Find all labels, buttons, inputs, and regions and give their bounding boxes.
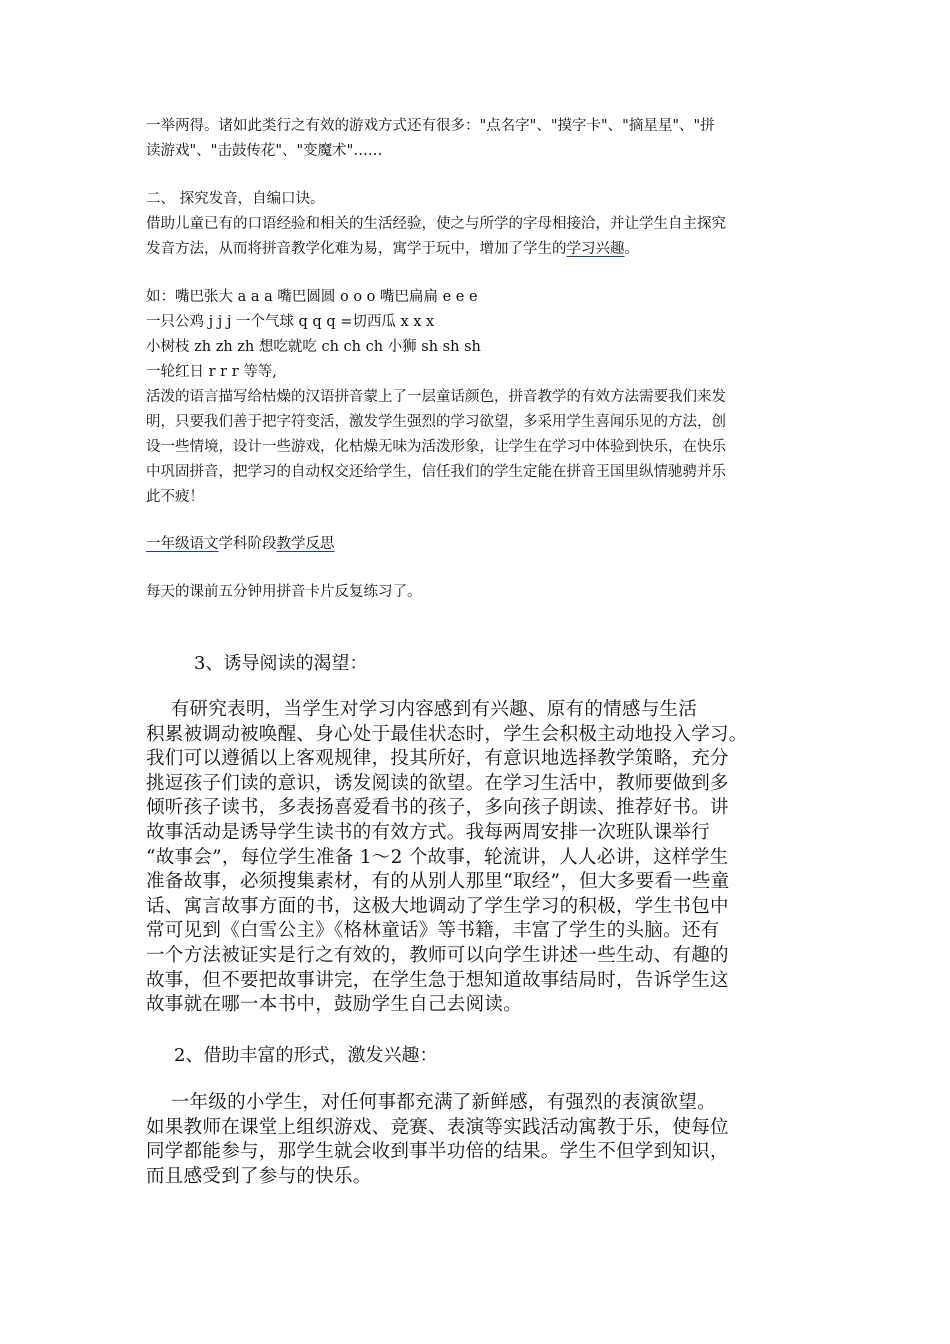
- heading-rich-forms: 2、借助丰富的形式，激发兴趣：: [174, 1045, 438, 1066]
- text-line: 借助儿童已有的口语经验和相关的生活经验，使之与所学的字母相接洽，并让学生自主探究: [146, 216, 726, 232]
- text-line: 故事就在哪一本书中，鼓励学生自己去阅读。: [146, 994, 523, 1016]
- reflection-title: [146, 532, 335, 557]
- text-line: 同学都能参与，那学生就会收到事半功倍的结果。学生不但学到知识，: [146, 1141, 729, 1163]
- text-line: 故事活动是诱导学生读书的有效方式。我每两周安排一次班队课举行: [146, 821, 711, 843]
- learning-interest-link[interactable]: 学习兴趣: [566, 241, 625, 257]
- text-line: 明，只要我们善于把字符变活，激发学生强烈的学习欲望，多采用学生喜闻乐见的方法，创: [146, 414, 726, 430]
- text-line: 故事，但不要把故事讲完，在学生急于想知道故事结局时，告诉学生这: [146, 969, 729, 991]
- text-line: 如果教师在课堂上组织游戏、竞赛、表演等实践活动寓教于乐，使每位: [146, 1116, 729, 1138]
- text-line: 活泼的语言描写给枯燥的汉语拼音蒙上了一层童话颜色，拼音教学的有效方法需要我们来发: [146, 389, 726, 405]
- text-line: 积累被调动被唤醒、身心处于最佳状态时，学生会积极主动地投入学习。: [146, 723, 748, 745]
- section2-paragraph: [146, 212, 726, 262]
- section-heading-explore-pronunciation: 二、 探究发音，自编口诀。: [146, 191, 325, 207]
- rhyme-line: 小树枝 zh zh zh 想吃就吃 ch ch ch 小狮 sh sh sh: [146, 339, 481, 355]
- text-line: 话、寓言故事方面的书，这极大地调动了学生学习的积极，学生书包中: [146, 895, 729, 917]
- text-segment: 学科阶段: [218, 536, 277, 552]
- rhyme-line: 如：嘴巴张大 a a a 嘴巴圆圆 o o o 嘴巴扁扁 e e e: [146, 289, 478, 305]
- text-line: 读游戏"、"击鼓传花"、"变魔术"……: [146, 143, 383, 159]
- rhyme-line: 一轮红日 r r r 等等,: [146, 364, 277, 380]
- text-line: 有研究表明，当学生对学习内容感到有兴趣、原有的情感与生活: [146, 699, 698, 720]
- text-line: 准备故事，必须搜集素材，有的从别人那里“取经”，但大多要看一些童: [146, 871, 730, 893]
- text-segment: 发音方法，从而将拼音教学化难为易，寓学于玩中，增加了学生的: [146, 241, 567, 257]
- text-line: 此不疲！: [146, 489, 204, 505]
- teaching-reflection-link[interactable]: 教学反思: [276, 536, 335, 552]
- text-line: 一举两得。诸如此类行之有效的游戏方式还有很多："点名字"、"摸字卡"、"摘星星"、"拼: [146, 118, 715, 134]
- activities-paragraph: [146, 1091, 729, 1189]
- heading-reading-desire: 3、诱导阅读的渴望：: [194, 653, 368, 674]
- text-line: 倾听孩子读书，多表扬喜爱看书的孩子，多向孩子朗读、推荐好书。讲: [146, 797, 729, 819]
- text-segment: 。: [624, 241, 639, 257]
- reading-paragraph: [146, 698, 748, 1018]
- text-line: 一年级的小学生，对任何事都充满了新鲜感，有强烈的表演欲望。: [146, 1092, 716, 1113]
- text-line: 中巩固拼音，把学习的自动权交还给学生，信任我们的学生定能在拼音王国里纵情驰骋并乐: [146, 464, 726, 480]
- text-line: 我们可以遵循以上客观规律，投其所好，有意识地选择教学策略，充分: [146, 748, 729, 770]
- text-line: 一个方法被证实是行之有效的，教师可以向学生讲述一些生动、有趣的: [146, 944, 729, 966]
- practice-note: 每天的课前五分钟用拼音卡片反复练习了。: [146, 584, 422, 600]
- text-line: 常可见到《白雪公主》《格林童话》等书籍，丰富了学生的头脑。还有: [146, 920, 720, 942]
- pinyin-rhymes: [146, 285, 726, 510]
- grade1-chinese-link[interactable]: 一年级语文: [146, 536, 219, 552]
- games-paragraph: [146, 114, 715, 164]
- text-line: 挑逗孩子们读的意识，诱发阅读的欲望。在学习生活中，教师要做到多: [146, 772, 729, 794]
- text-line: 设一些情境，设计一些游戏，化枯燥无味为活泼形象，让学生在学习中体验到快乐，在快乐: [146, 439, 726, 455]
- text-line: [146, 237, 726, 262]
- text-line: “故事会”，每位学生准备 1～2 个故事，轮流讲，人人必讲，这样学生: [146, 846, 729, 868]
- rhyme-line: 一只公鸡 j j j 一个气球 q q q =切西瓜 x x x: [146, 314, 435, 330]
- text-line: 而且感受到了参与的快乐。: [146, 1165, 372, 1187]
